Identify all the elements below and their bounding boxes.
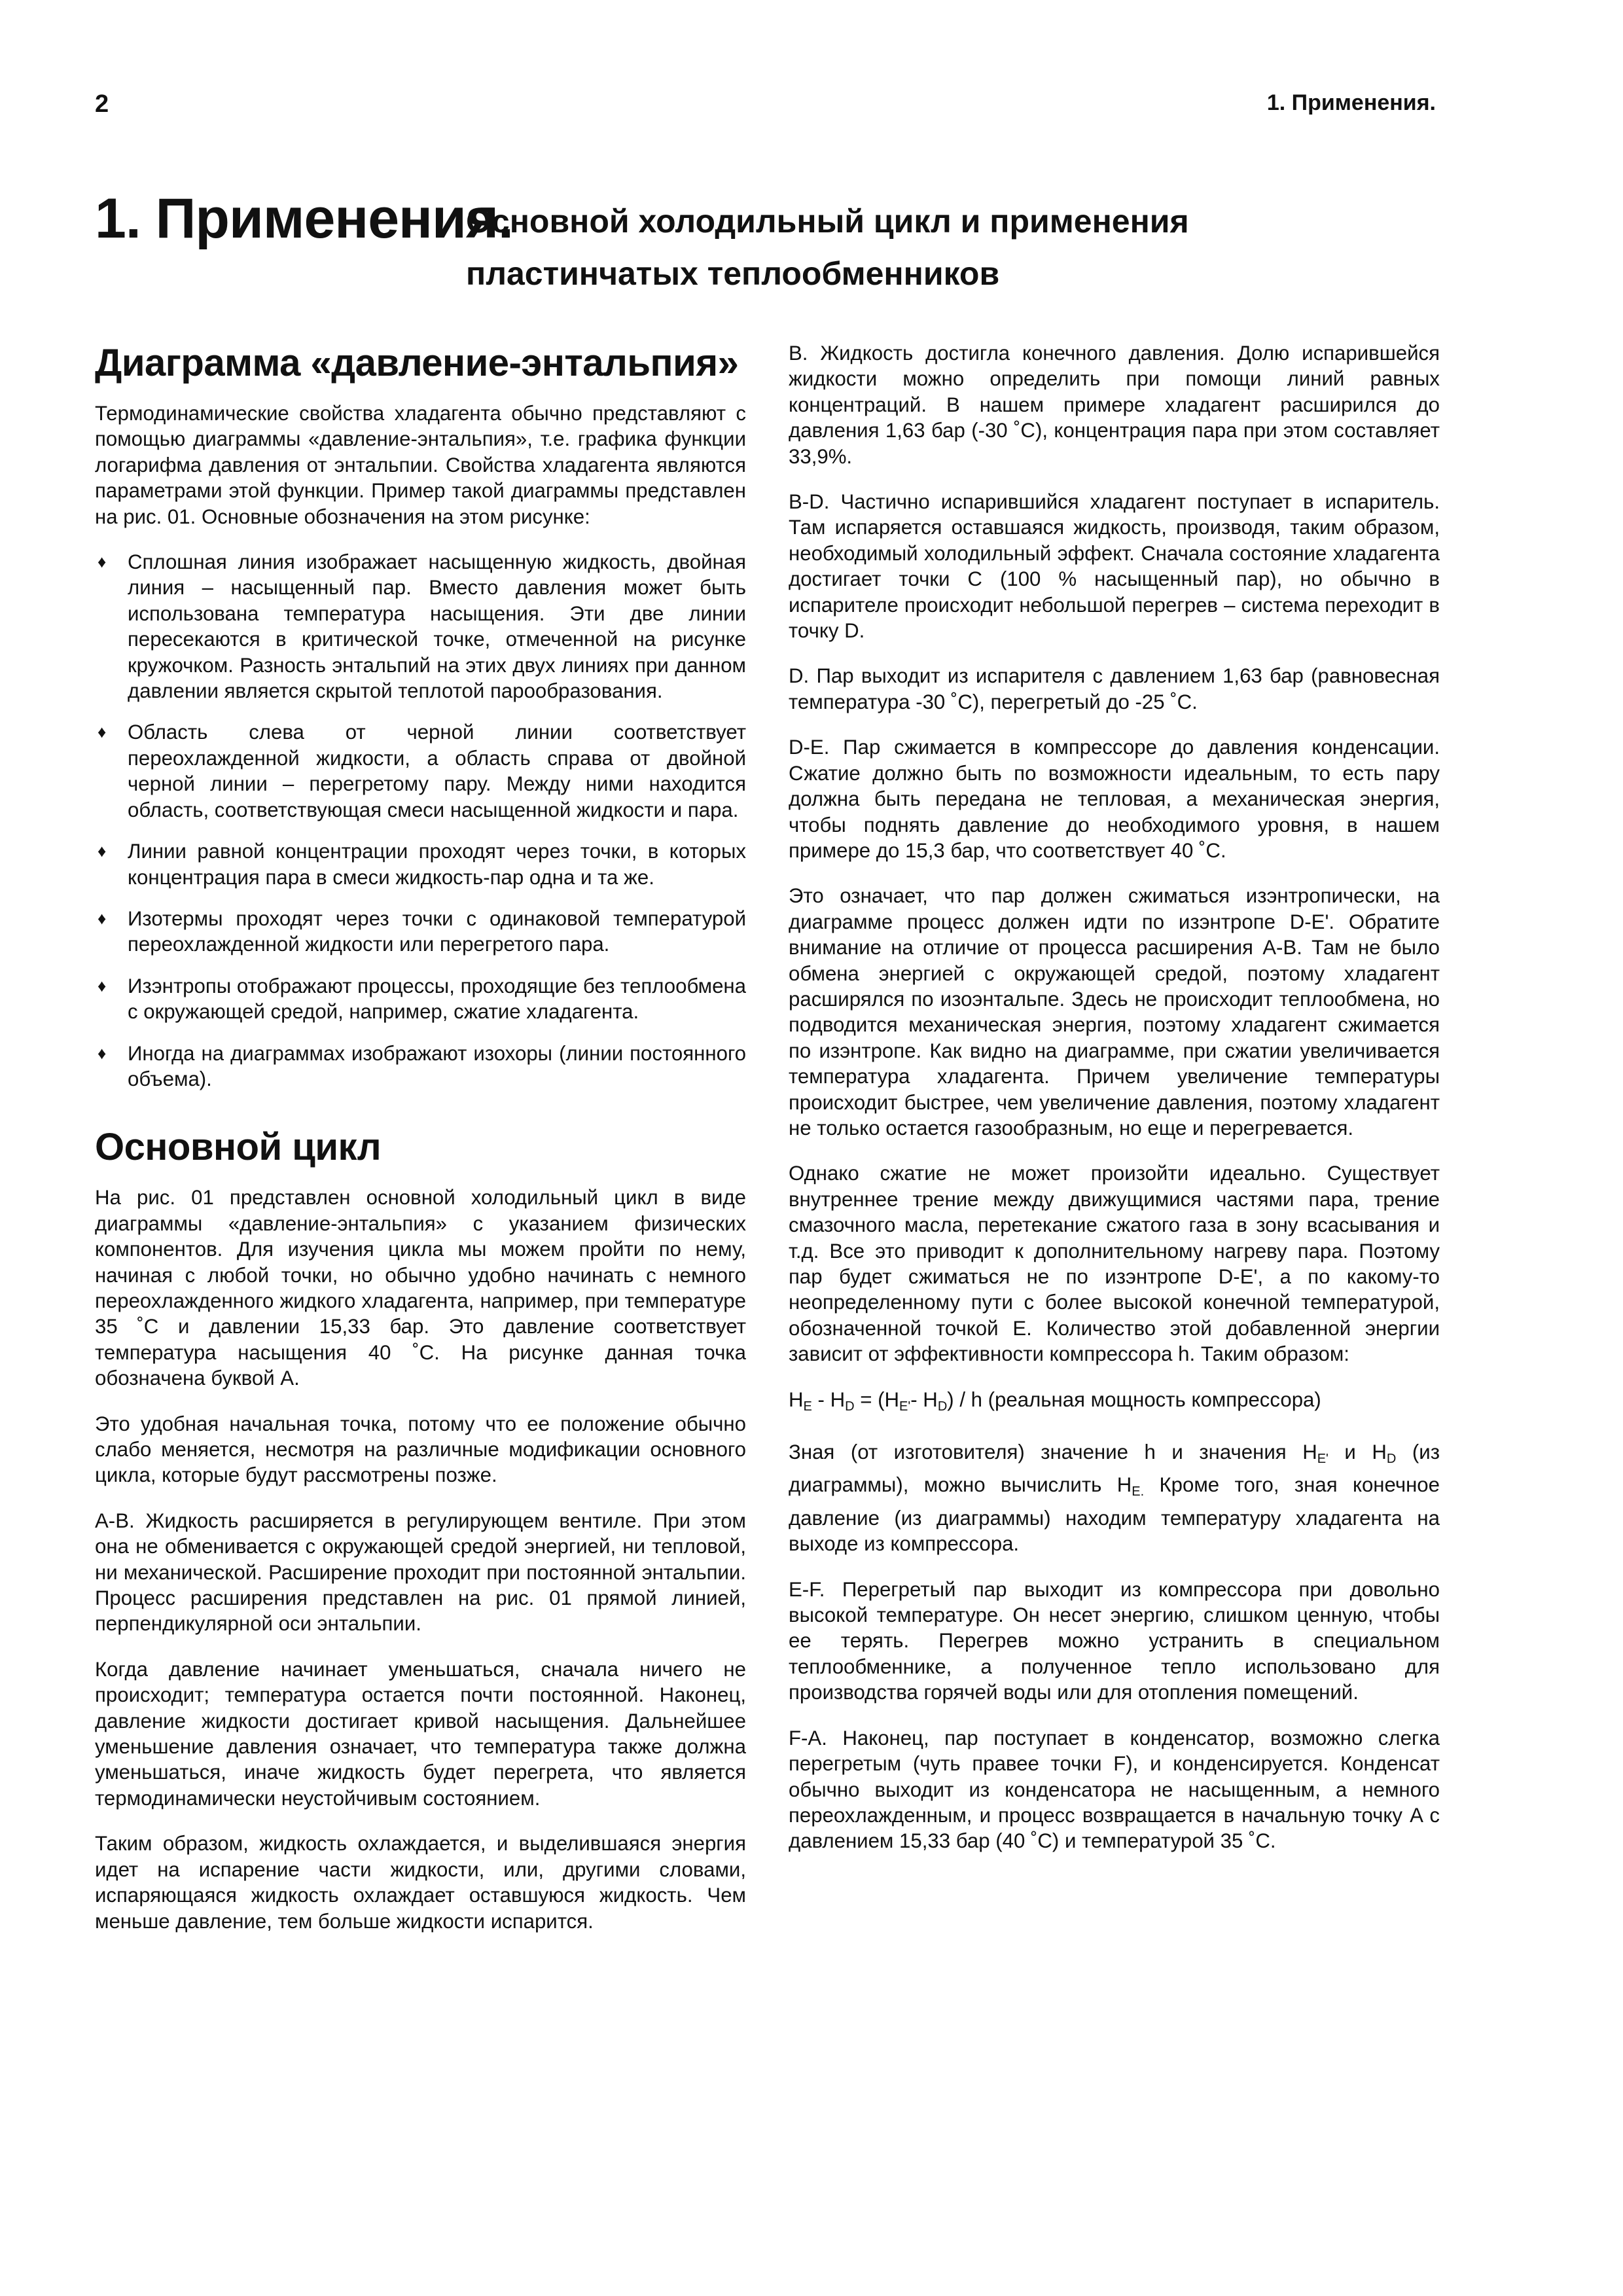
list-item xyxy=(95,838,746,890)
diamond-bullet-icon: ♦ xyxy=(98,552,107,572)
diamond-bullet-icon: ♦ xyxy=(98,1043,107,1063)
page-number: 2 xyxy=(95,90,109,118)
bullet-list xyxy=(95,549,746,1092)
list-item xyxy=(95,549,746,704)
paragraph: Зная (от изготовителя) значение h и значения $H_{E'}$ и $H_D$ (из диаграммы), можно вычислить $H_{E.}$ Кроме того, зная конечное давление (из диаграммы) находим температуру хладагента на выходе из компрессора. xyxy=(789,1441,1440,1556)
list-item-text: Сплошная линия изображает насыщенную жидкость, двойная линия – насыщенный пар. Вместо давления может быть использована температура насыщения. Эти две линии пересекаются в критической точке, отмеченной на рисунке кружочком. Разность энтальпий на этих двух линиях при данном давлении является скрытой теплотой парообразования. xyxy=(128,550,746,703)
paragraph: Это удобная начальная точка, потому что ее положение обычно слабо меняется, несмотря на различные модификации основного цикла, которые будут рассмотрены позже. xyxy=(95,1412,746,1487)
list-item-text: Иногда на диаграммах изображают изохоры (линии постоянного объема). xyxy=(128,1041,746,1090)
chapter-subtitle-line2: пластинчатых теплообменников xyxy=(466,255,1000,292)
list-item xyxy=(95,973,746,1025)
intro-paragraph: Термодинамические свойства хладагента обычно представляют с помощью диаграммы «давление-энтальпия», т.е. графика функции логарифма давления от энтальпии. Свойства хладагента являются параметрами этой функции. Пример такой диаграммы представлен на рис. 01. Основные обозначения на этом рисунке: xyxy=(95,402,746,528)
diamond-bullet-icon: ♦ xyxy=(98,722,107,742)
section-heading-diagram: Диаграмма «давление-энтальпия» xyxy=(95,342,739,384)
efficiency-formula: $H_E - H_D = (H_{E'}-$ $H_D$) / h (реальная мощность компрессора) xyxy=(789,1388,1321,1414)
paragraph: B-D. Частично испарившийся хладагент поступает в испаритель. Там испаряется оставшаяся жидкость, производя, таким образом, необходимый холодильный эффект. Сначала состояние хладагента достигает точки C (100 % насыщенный пар), но обычно в испарителе происходит небольшой перегрев – система переходит в точку D. xyxy=(789,490,1440,643)
list-item-text: Изэнтропы отображают процессы, проходящие без теплообмена с окружающей средой, например, сжатие хладагента. xyxy=(128,974,746,1024)
chapter-title: 1. Применения. xyxy=(95,187,513,250)
paragraph: Однако сжатие не может произойти идеально. Существует внутреннее трение между движущимися частями пара, трение смазочного масла, перетекание сжатого газа в зону всасывания и т.д. Все это приводит к дополнительному нагреву пара. Поэтому пар будет сжиматься не по изэнтропе D-E', а по какому-то неопределенному пути с более высокой конечной температурой, обозначенной точкой E. Количество этой добавленной энергии зависит от эффективности компрессора h. Таким образом: xyxy=(789,1162,1440,1366)
section-heading-basic-cycle: Основной цикл xyxy=(95,1126,382,1169)
paragraph: Это означает, что пар должен сжиматься изэнтропически, на диаграмме процесс должен идти по изэнтропе D-E'. Обратите внимание на отличие от процесса расширения A-B. Там не было обмена энергией с окружающей средой, поэтому хладагент расширялся по изоэнтальпе. Здесь не происходит теплообмена, но подводится механическая энергия, поэтому хладагент сжимается по изэнтропе. Как видно на диаграмме, при сжатии увеличивается температура хладагента. Причем увеличение температуры происходит быстрее, чем увеличение давления, поэтому хладагент не только остается газообразным, но еще и перегревается. xyxy=(789,884,1440,1139)
chapter-subtitle xyxy=(466,195,1317,300)
list-item xyxy=(95,719,746,823)
paragraph: F-A. Наконец, пар поступает в конденсатор, возможно слегка перегретым (чуть правее точки F), и конденсируется. Конденсат обычно выходит из конденсатора не насыщенным, а немного переохлажденным, и процесс возвращается в начальную точку A с давлением 15,33 бар (40 ˚C) и температурой 35 ˚C. xyxy=(789,1726,1440,1853)
list-item-text: Изотермы проходят через точки с одинаковой температурой переохлажденной жидкости или перегретого пара. xyxy=(128,906,746,956)
list-item xyxy=(95,1041,746,1092)
paragraph: Таким образом, жидкость охлаждается, и выделившаяся энергия идет на испарение части жидкости, или, другими словами, испаряющаяся жидкость охлаждает оставшуюся жидкость. Чем меньше давление, тем больше жидкости испарится. xyxy=(95,1832,746,1933)
list-item xyxy=(95,906,746,958)
list-item-text: Область слева от черной линии соответствует переохлажденной жидкости, а область справа от двойной черной линии – перегретому пару. Между ними находится область, соответствующая смеси насыщенной жидкости и пара. xyxy=(128,721,746,821)
running-header: 1. Применения. xyxy=(1266,90,1436,115)
paragraph: D-E. Пар сжимается в компрессоре до давления конденсации. Сжатие должно быть по возможности идеальным, то есть пару должна быть передана не тепловая, а механическая энергия, чтобы поднять давление до необходимого уровня, в нашем примере до 15,3 бар, что соответствует 40 ˚C. xyxy=(789,736,1440,862)
paragraph: E-F. Перегретый пар выходит из компрессора при довольно высокой температуре. Он несет энергию, слишком ценную, чтобы ее терять. Перегрев можно устранить в специальном теплообменнике, а полученное тепло использовано для производства горячей воды или для отопления помещений. xyxy=(789,1577,1440,1704)
paragraph: D. Пар выходит из испарителя с давлением 1,63 бар (равновесная температура -30 ˚C), перегретый до -25 ˚C. xyxy=(789,664,1440,713)
diamond-bullet-icon: ♦ xyxy=(98,841,107,861)
diamond-bullet-icon: ♦ xyxy=(98,975,107,996)
chapter-subtitle-line1: Основной холодильный цикл и применения xyxy=(466,203,1189,240)
list-item-text: Линии равной концентрации проходят через точки, в которых концентрация пара в смеси жидкость-пар одна и та же. xyxy=(128,840,746,889)
diamond-bullet-icon: ♦ xyxy=(98,908,107,928)
paragraph: На рис. 01 представлен основной холодильный цикл в виде диаграммы «давление-энтальпия» с указанием физических компонентов. Для изучения цикла мы можем пройти по нему, начиная с любой точки, но обычно удобно начинать с немного переохлажденного жидкого хладагента, например, при температуре 35 ˚C и давлении 15,33 бар. Это давление соответствует температура насыщения 40 ˚C. На рисунке данная точка обозначена буквой A. xyxy=(95,1186,746,1390)
paragraph: Когда давление начинает уменьшаться, сначала ничего не происходит; температура остается почти постоянной. Наконец, давление жидкости достигает кривой насыщения. Дальнейшее уменьшение давления означает, что температура также должна уменьшаться, иначе жидкость будет перегрета, что является термодинамически неустойчивым состоянием. xyxy=(95,1657,746,1810)
paragraph: A-B. Жидкость расширяется в регулирующем вентиле. При этом она не обменивается с окружающей средой энергией, ни тепловой, ни механической. Расширение проходит при постоянной энтальпии. Процесс расширения представлен на рис. 01 прямой линией, перпендикулярной оси энтальпии. xyxy=(95,1509,746,1636)
paragraph: B. Жидкость достигла конечного давления. Долю испарившейся жидкости можно определить при помощи линий равных концентраций. В нашем примере хладагент расширился до давления 1,63 бар (-30 ˚C), концентрация пара при этом составляет 33,9%. xyxy=(789,342,1440,468)
left-column xyxy=(95,340,746,1954)
right-column xyxy=(789,340,1440,1874)
